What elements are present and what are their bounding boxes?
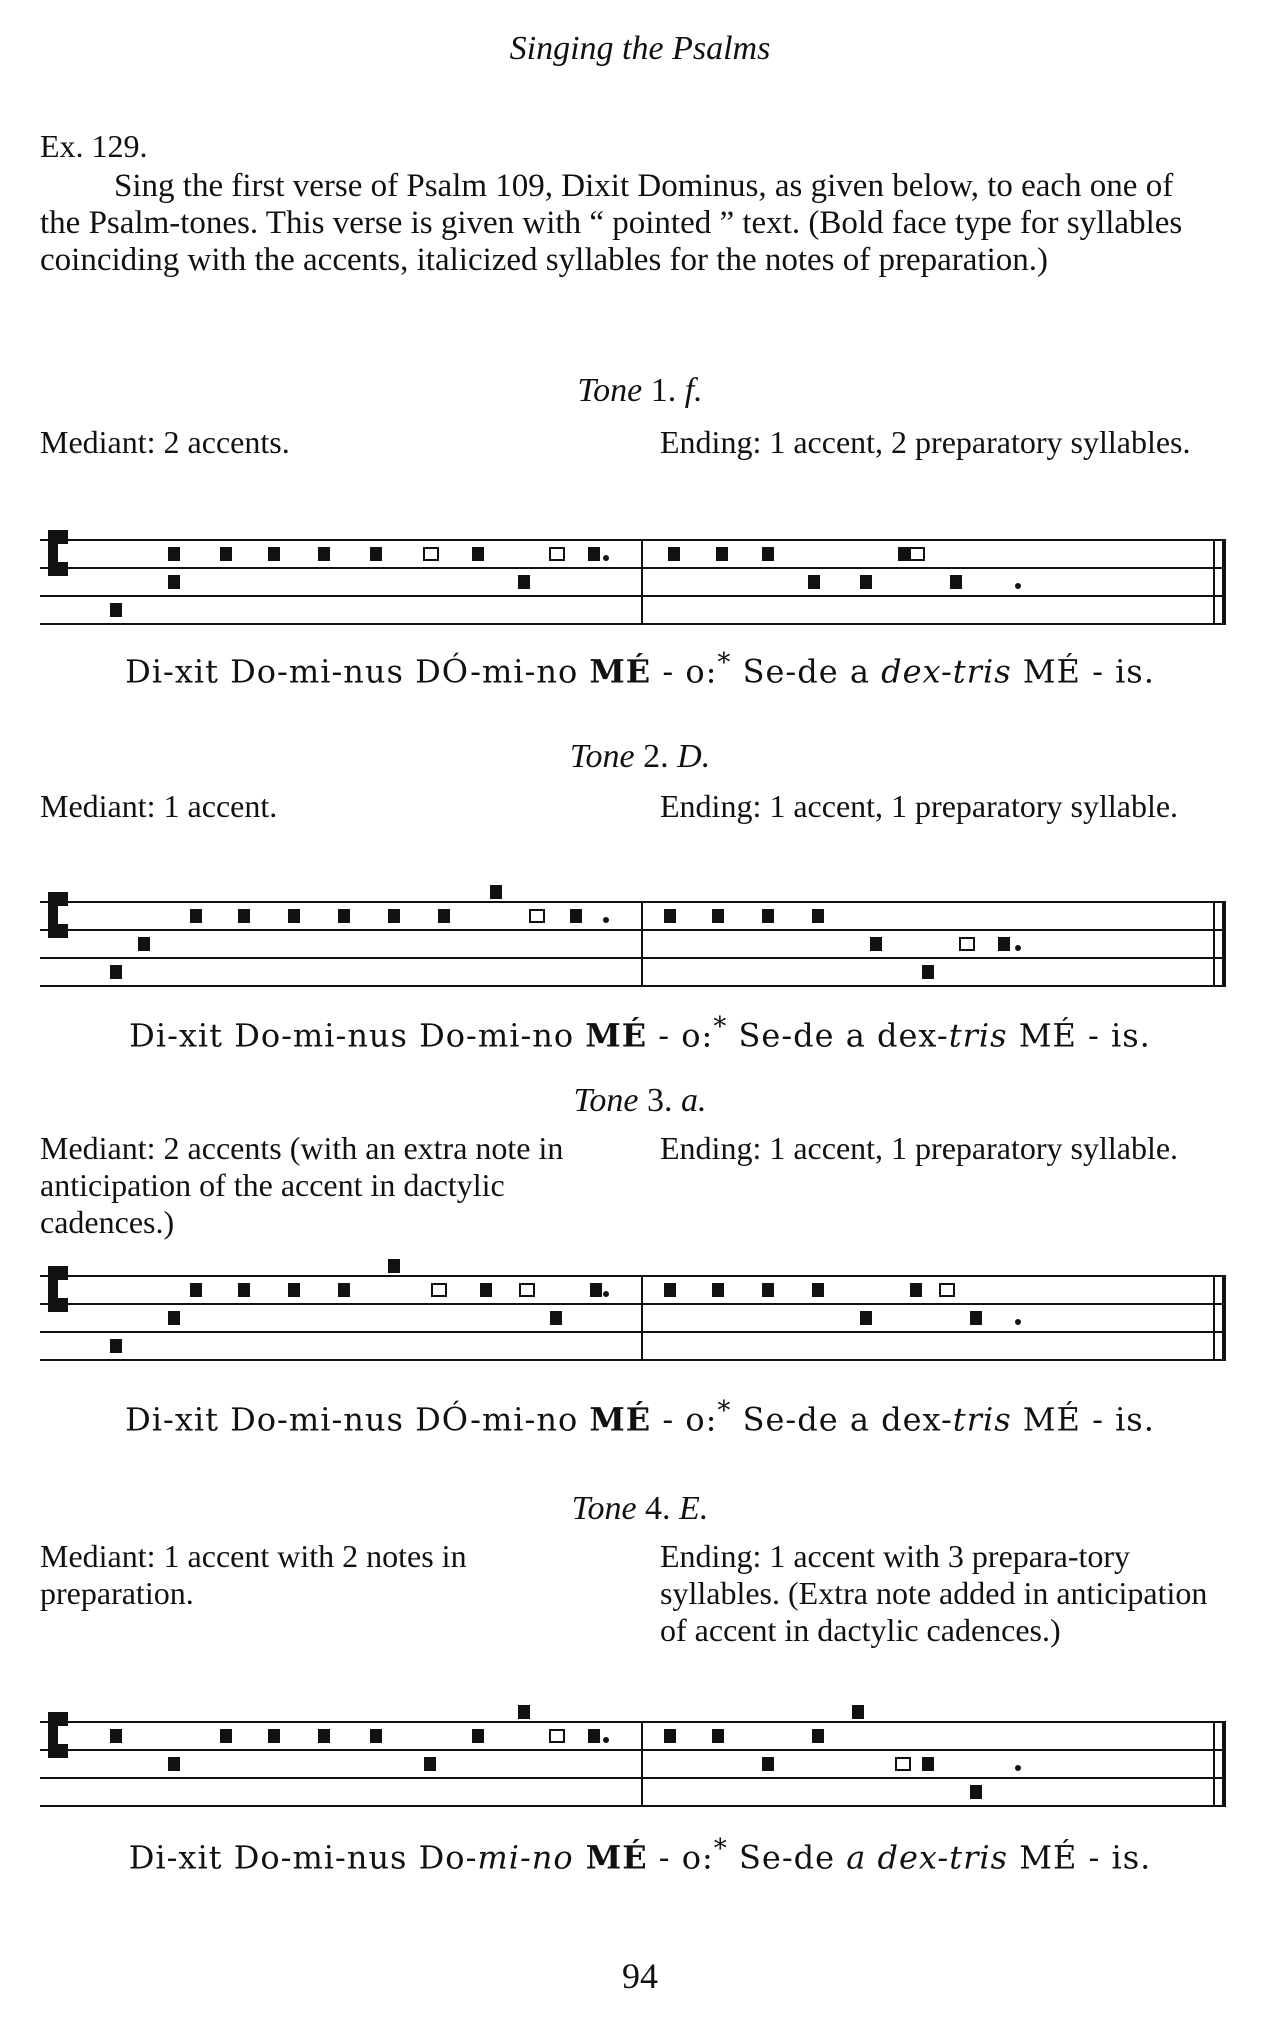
mora-dot [1015,945,1021,951]
lyric-syllable: - o: [651,1400,718,1439]
clef-icon [58,1712,68,1726]
note-icon [762,1283,774,1297]
note-icon [922,1757,934,1771]
hollow-note-icon [550,548,564,560]
tone-4-mediant: Mediant: 1 accent with 2 notes in preparation. [40,1538,467,1611]
note-icon [852,1705,864,1719]
tone-1-title [0,372,1280,410]
note-icon [138,937,150,951]
note-icon [480,1283,492,1297]
lyric-syllable: MÉ - is. [1008,1838,1152,1877]
lyric-syllable: Di-xit Do-mi-nus [125,652,416,691]
mora-dot [1015,1319,1021,1325]
note-icon [238,1283,250,1297]
hollow-note-icon [910,548,924,560]
note-icon [318,1729,330,1743]
clef-icon [48,892,58,938]
tone-title-word: Tone [573,1082,639,1119]
clef-icon [48,1266,58,1312]
note-icon [588,1729,600,1743]
note-icon [762,909,774,923]
lyric-syllable: Di-xit Do-mi-nus Do- [128,1838,478,1877]
note-icon [712,1283,724,1297]
lyric-syllable: MÉ [585,1016,648,1055]
lyric-syllable: tris [948,1016,1008,1055]
lyric-syllable: MÉ [589,1400,652,1439]
tone-number: 4. [645,1490,671,1527]
note-icon [388,1259,400,1273]
note-icon [472,547,484,561]
note-icon [860,1311,872,1325]
running-header: Singing the Psalms [509,30,771,67]
note-icon [220,547,232,561]
page-number: 94 [622,1956,658,1996]
note-icon [898,547,910,561]
lyric-syllable: dex-tris [881,652,1012,691]
note-icon [668,547,680,561]
clef-icon [58,892,68,906]
tone-2-title [0,738,1280,776]
clef-icon [58,1266,68,1280]
tone-key: f. [684,372,703,409]
lyric-syllable: Se-de a [731,652,882,691]
lyric-syllable: MÉ - is. [1007,1016,1151,1055]
clef-icon [48,1712,58,1758]
note-icon [570,909,582,923]
lyric-syllable: a dex-tris [846,1838,1009,1877]
note-icon [370,547,382,561]
note-icon [190,909,202,923]
instruction-paragraph: Sing the first verse of Psalm 109, Dixit Dominus, as given below, to each one of the Psalm-tones. This verse is given with “ pointed ” text. (Bold face type for syllables coinciding with the accents, italicized syllables for the notes of preparation.) [40,168,1183,278]
tone-3-ending: Ending: 1 accent, 1 preparatory syllable. [660,1130,1179,1166]
lyric-syllable: Se-de a dex- [731,1400,953,1439]
tone-1-ending: Ending: 1 accent, 2 preparatory syllables. [660,424,1191,460]
lyric-syllable: - o: [647,1016,714,1055]
tone-4-lyric [0,1834,1280,1877]
note-icon [338,909,350,923]
clef-icon [58,1298,68,1312]
lyric-syllable: Se-de [727,1838,847,1877]
note-icon [808,575,820,589]
lyric-syllable: mi-no [477,1838,574,1877]
tone-3-mediant: Mediant: 2 accents (with an extra note in anticipation of the accent in dactylic cadences.) [40,1130,564,1240]
example-number: Ex. 129. [40,128,148,164]
note-icon [870,937,882,951]
tone-key: D. [677,738,711,775]
lyric-syllable: - o: [651,652,718,691]
tone-2-staff [40,880,1236,992]
note-icon [338,1283,350,1297]
note-icon [860,575,872,589]
tone-3-lyric [0,1396,1280,1439]
hollow-note-icon [960,938,974,950]
note-icon [288,909,300,923]
hollow-note-icon [432,1284,446,1296]
mora-dot [1015,583,1021,589]
hollow-note-icon [520,1284,534,1296]
note-icon [970,1785,982,1799]
tone-4-staff [40,1700,1236,1812]
note-icon [168,1311,180,1325]
note-icon [588,547,600,561]
lyric-syllable: * [713,1834,728,1864]
tone-4-title [0,1490,1280,1528]
mora-dot [1015,1765,1021,1771]
tone-key: a. [680,1082,707,1119]
lyric-syllable: MÉ [589,652,652,691]
clef-icon [58,1744,68,1758]
note-icon [712,1729,724,1743]
note-icon [950,575,962,589]
tone-4-ending: Ending: 1 accent with 3 prepara-tory syllables. (Extra note added in anticipation of accent in dactylic cadences.) [660,1538,1208,1648]
tone-2-ending: Ending: 1 accent, 1 preparatory syllable. [660,788,1179,824]
lyric-syllable: DÓ-mi-no [415,1400,590,1439]
lyric-syllable: * [713,1012,728,1042]
note-icon [664,909,676,923]
note-icon [110,1729,122,1743]
note-icon [268,547,280,561]
note-icon [712,909,724,923]
tone-title-word: Tone [577,372,643,409]
hollow-note-icon [940,1284,954,1296]
tone-title-word: Tone [569,738,635,775]
lyric-syllable: Di-xit Do-mi-nus Do-mi-no [129,1016,586,1055]
mora-dot [603,555,609,561]
lyric-syllable: * [717,648,732,678]
note-icon [472,1729,484,1743]
note-icon [762,1757,774,1771]
note-icon [664,1283,676,1297]
tone-number: 1. [650,372,677,409]
note-icon [168,575,180,589]
mora-dot [603,1737,609,1743]
note-icon [238,909,250,923]
tone-1-mediant: Mediant: 2 accents. [40,424,290,460]
lyric-syllable: tris [952,1400,1012,1439]
note-icon [664,1729,676,1743]
hollow-note-icon [424,548,438,560]
tone-3-title [0,1082,1280,1120]
lyric-syllable: * [717,1396,732,1426]
lyric-syllable: MÉ - is. [1011,1400,1155,1439]
note-icon [550,1311,562,1325]
lyric-syllable: DÓ-mi-no [415,652,590,691]
note-icon [762,547,774,561]
note-icon [110,603,122,617]
note-icon [388,909,400,923]
tone-number: 3. [646,1082,673,1119]
note-icon [998,937,1010,951]
note-icon [190,1283,202,1297]
note-icon [518,575,530,589]
tone-2-mediant: Mediant: 1 accent. [40,788,278,824]
tone-1-staff [40,518,1236,630]
lyric-syllable: Se-de a dex- [727,1016,949,1055]
mora-dot [603,917,609,923]
note-icon [168,1757,180,1771]
note-icon [168,547,180,561]
note-icon [922,965,934,979]
note-icon [812,1283,824,1297]
note-icon [288,1283,300,1297]
note-icon [110,1339,122,1353]
lyric-syllable: Di-xit Do-mi-nus [125,1400,416,1439]
hollow-note-icon [530,910,544,922]
note-icon [590,1283,602,1297]
note-icon [812,1729,824,1743]
clef-icon [58,924,68,938]
lyric-syllable: MÉ [573,1838,648,1877]
tone-number: 2. [643,738,669,775]
note-icon [370,1729,382,1743]
note-icon [490,885,502,899]
clef-icon [58,530,68,544]
tone-2-lyric [0,1012,1280,1055]
lyric-syllable: - o: [647,1838,714,1877]
clef-icon [48,530,58,576]
note-icon [438,909,450,923]
tone-key: E. [679,1490,709,1527]
note-icon [910,1283,922,1297]
note-icon [318,547,330,561]
note-icon [716,547,728,561]
note-icon [518,1705,530,1719]
tone-1-lyric [0,648,1280,691]
note-icon [220,1729,232,1743]
note-icon [424,1757,436,1771]
clef-icon [58,562,68,576]
lyric-syllable: MÉ - is. [1011,652,1155,691]
note-icon [268,1729,280,1743]
tone-3-staff [40,1254,1236,1366]
mora-dot [603,1291,609,1297]
hollow-note-icon [896,1758,910,1770]
tone-title-word: Tone [571,1490,637,1527]
note-icon [970,1311,982,1325]
note-icon [110,965,122,979]
hollow-note-icon [550,1730,564,1742]
note-icon [812,909,824,923]
